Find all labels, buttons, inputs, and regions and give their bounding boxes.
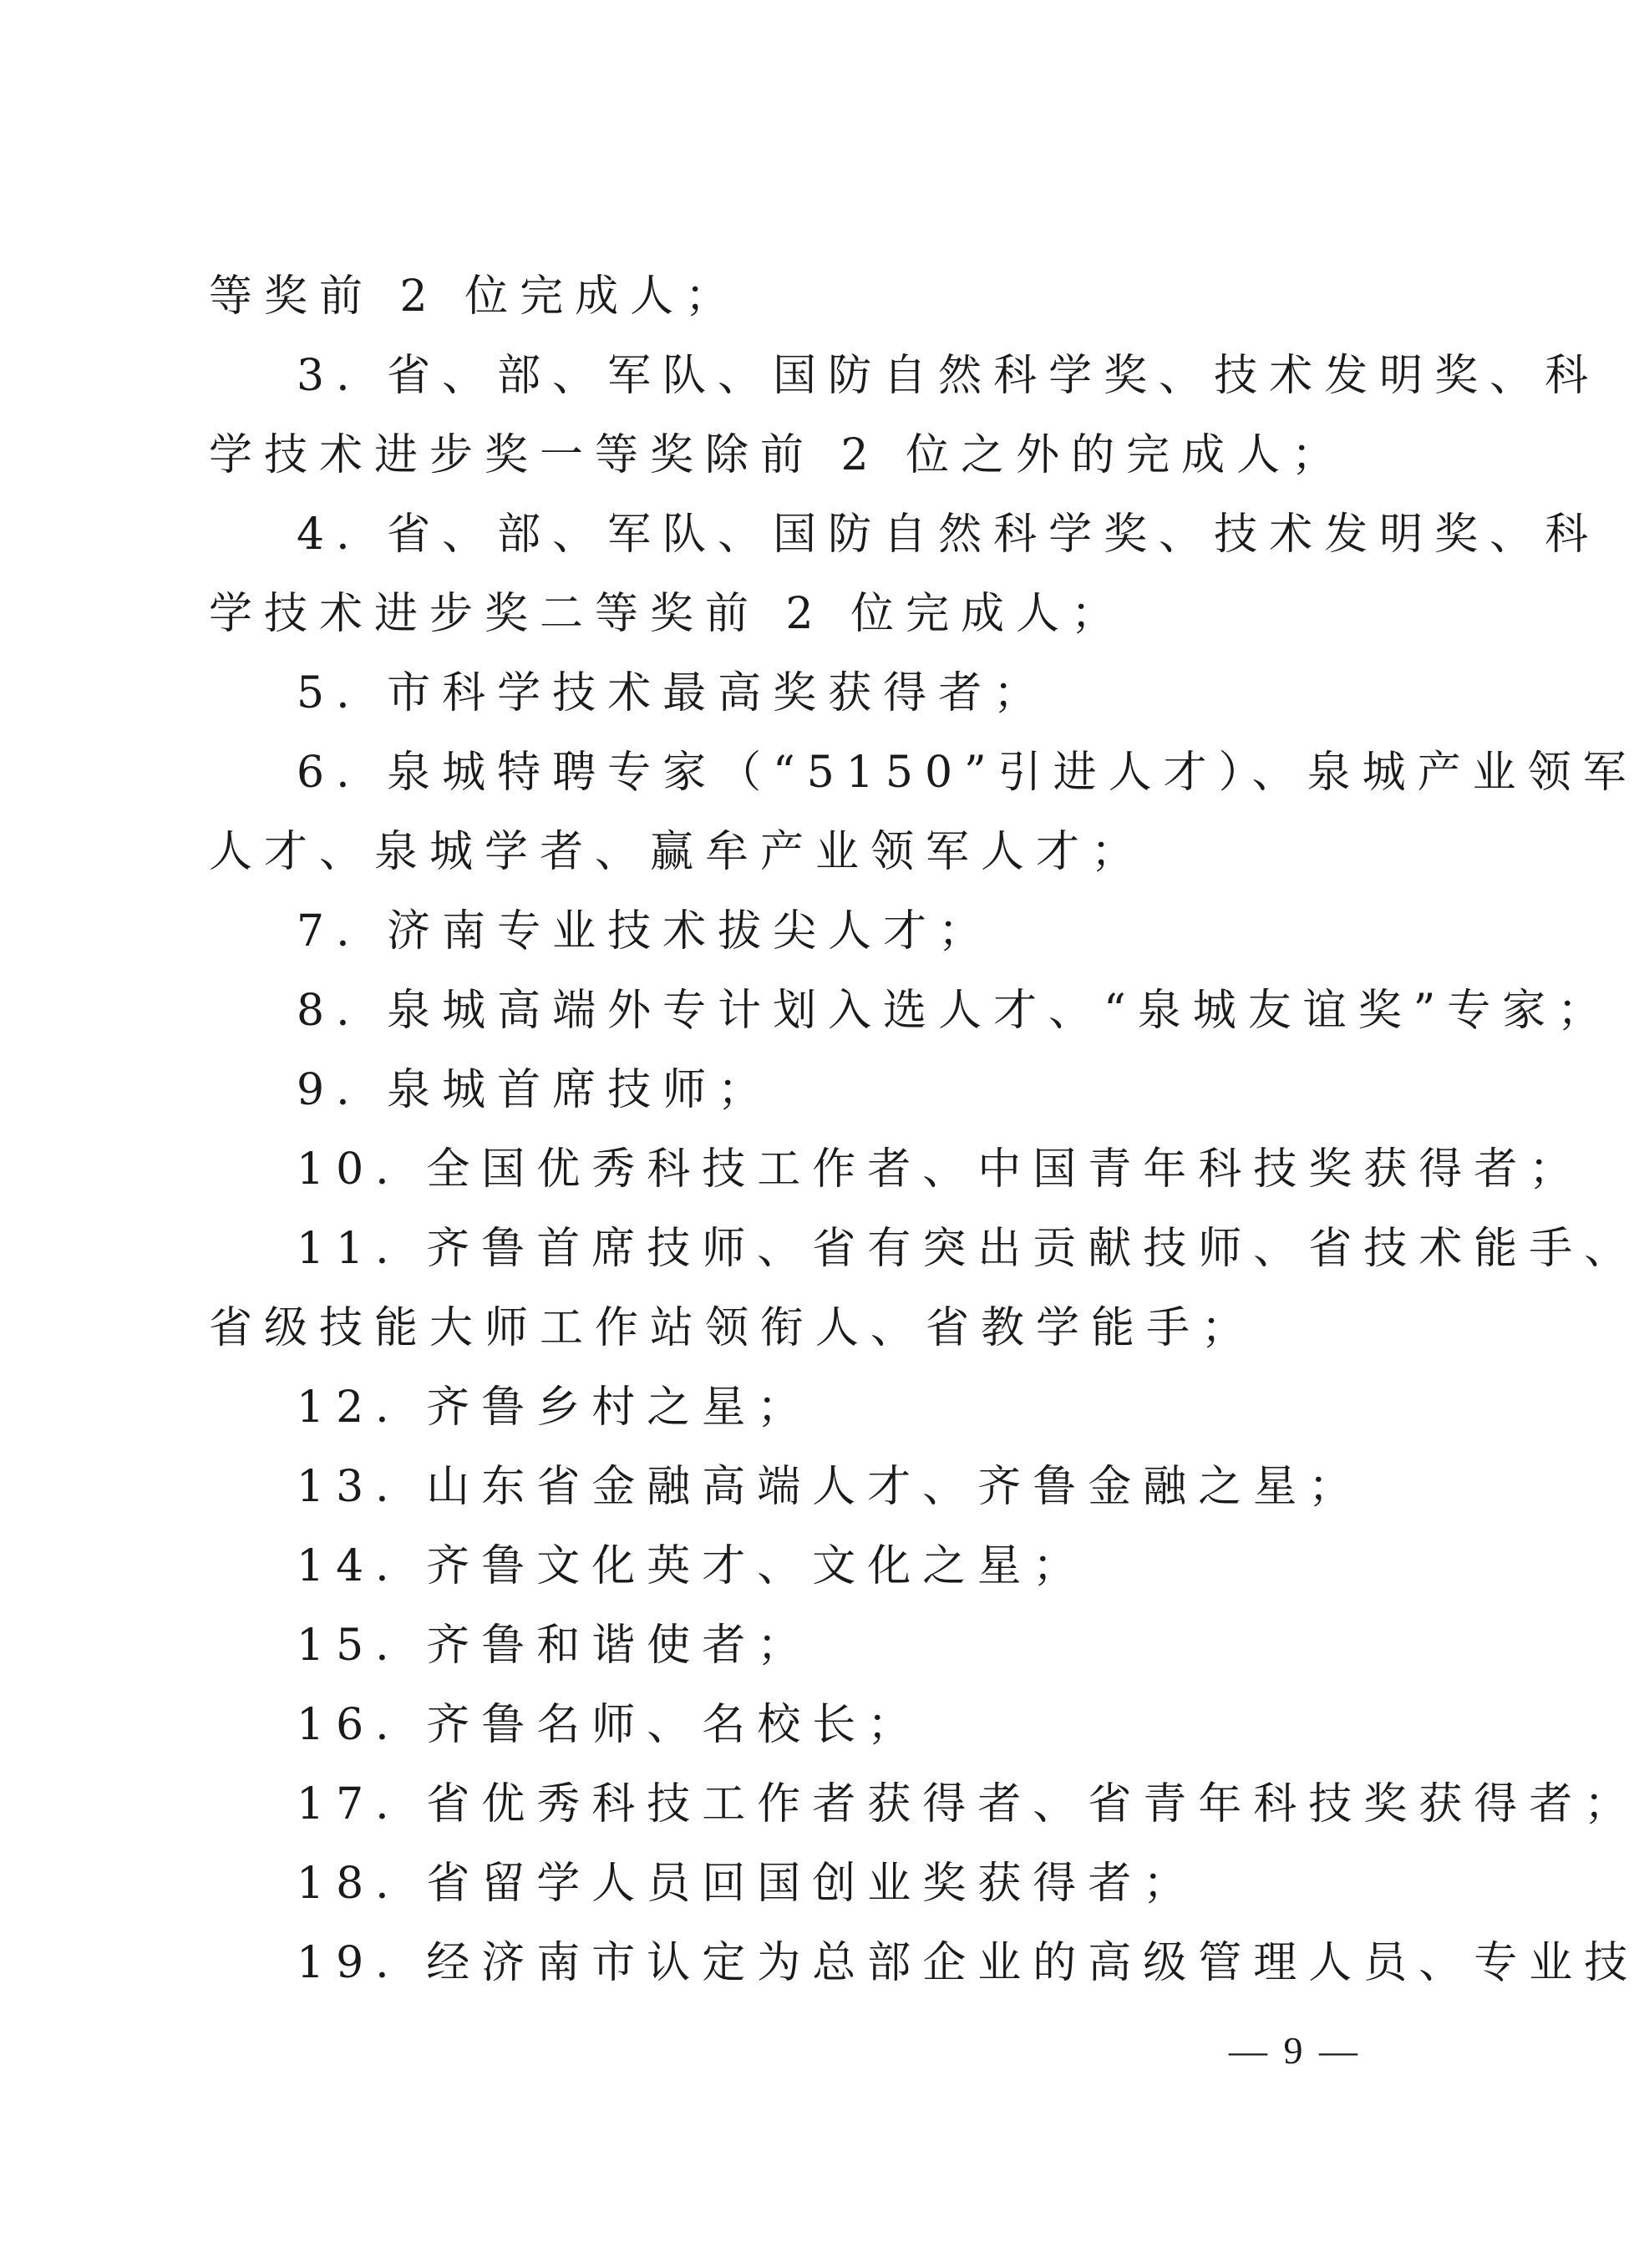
- page-number: — 9 —: [1229, 2029, 1361, 2072]
- list-item-9: 9. 泉城首席技师；: [297, 1065, 774, 1115]
- list-item-17: 17. 省优秀科技工作者获得者、省青年科技奖获得者；: [297, 1779, 1639, 1829]
- list-item-13: 13. 山东省金融高端人才、齐鲁金融之星；: [297, 1462, 1364, 1512]
- list-item-6-continuation: 人才、泉城学者、赢牟产业领军人才；: [209, 827, 1147, 877]
- list-item-18: 18. 省留学人员回国创业奖获得者；: [297, 1859, 1199, 1909]
- list-item-14: 14. 齐鲁文化英才、文化之星；: [297, 1541, 1088, 1591]
- list-item-4-continuation: 学技术进步奖二等奖前 2 位完成人；: [209, 589, 1127, 639]
- list-item-11: 11. 齐鲁首席技师、省有突出贡献技师、省技术能手、: [297, 1224, 1639, 1274]
- list-item-7: 7. 济南专业技术拔尖人才；: [297, 906, 994, 956]
- list-item-4: 4. 省、部、军队、国防自然科学奖、技术发明奖、科: [297, 510, 1601, 560]
- list-item-16: 16. 齐鲁名师、名校长；: [297, 1700, 923, 1750]
- list-item-3-continuation: 学技术进步奖一等奖除前 2 位之外的完成人；: [209, 430, 1347, 480]
- list-item-12: 12. 齐鲁乡村之星；: [297, 1383, 813, 1433]
- list-item-5: 5. 市科学技术最高奖获得者；: [297, 668, 1049, 718]
- list-item-19: 19. 经济南市认定为总部企业的高级管理人员、专业技: [297, 1938, 1639, 1988]
- text-line-continuation: 等奖前 2 位完成人；: [209, 271, 741, 322]
- list-item-15: 15. 齐鲁和谐使者；: [297, 1621, 813, 1671]
- list-item-8: 8. 泉城高端外专计划入选人才、“泉城友谊奖”专家；: [297, 986, 1613, 1036]
- list-item-6: 6. 泉城特聘专家（“5150”引进人才）、泉城产业领军: [297, 748, 1638, 798]
- list-item-11-continuation: 省级技能大师工作站领衔人、省教学能手；: [209, 1303, 1257, 1353]
- list-item-10: 10. 全国优秀科技工作者、中国青年科技奖获得者；: [297, 1144, 1585, 1195]
- list-item-3: 3. 省、部、军队、国防自然科学奖、技术发明奖、科: [297, 351, 1601, 401]
